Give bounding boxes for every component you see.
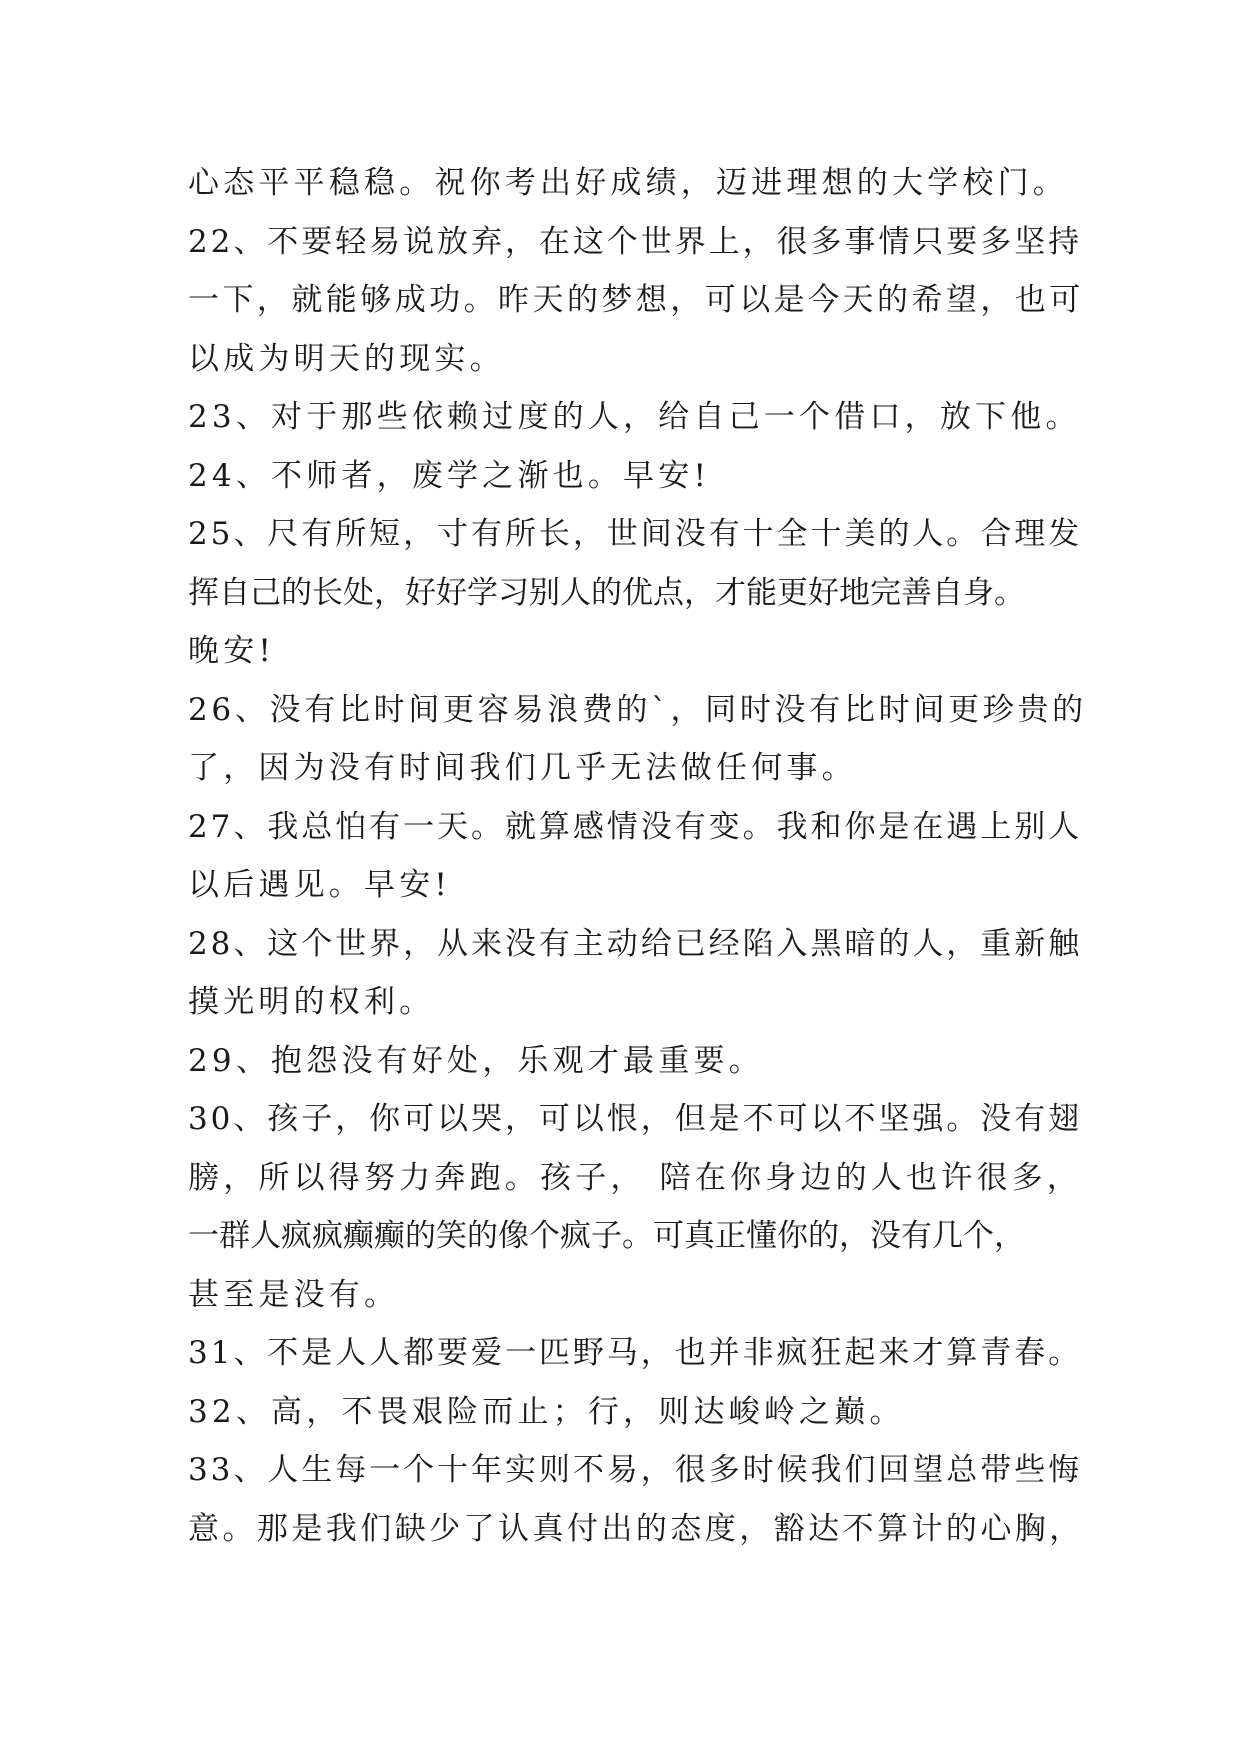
text-line-15: 摸光明的权利。 — [188, 984, 435, 1020]
text-line-5: 23、对于那些依赖过度的人，给自己一个借口，放下他。 — [188, 399, 1081, 435]
text-line-19: 一群人疯疯癫癫的笑的像个疯子。可真正懂你的，没有几个， — [188, 1218, 1025, 1254]
text-line-8: 挥自己的长处，好好学习别人的优点，才能更好地完善自身。 — [188, 574, 1025, 611]
text-line-2: 22、不要轻易说放弃，在这个世界上，很多事情只要多坚持 — [188, 223, 1083, 260]
text-line-12: 27、我总怕有一天。就算感情没有变。我和你是在遇上别人 — [188, 808, 1083, 845]
text-line-7: 25、尺有所短，寸有所长，世间没有十全十美的人。合理发 — [188, 516, 1083, 552]
text-line-10: 26、没有比时间更容易浪费的`，同时没有比时间更珍贵的 — [188, 691, 1087, 728]
text-line-23: 33、人生每一个十年实则不易，很多时候我们回望总带些悔 — [188, 1452, 1083, 1488]
text-line-24: 意。那是我们缺少了认真付出的态度，豁达不算计的心胸， — [188, 1510, 1084, 1547]
text-line-13: 以后遇见。早安! — [188, 867, 452, 903]
text-line-21: 31、不是人人都要爱一匹野马，也并非疯狂起来才算青春。 — [188, 1335, 1083, 1371]
text-line-18: 膀，所以得努力奔跑。孩子， 陪在你身边的人也许很多， — [188, 1159, 1083, 1196]
text-line-20: 甚至是没有。 — [188, 1276, 400, 1313]
text-line-4: 以成为明天的现实。 — [188, 340, 505, 377]
text-line-6: 24、不师者，废学之渐也。早安! — [188, 457, 711, 494]
text-line-1: 心态平平稳稳。祝你考出好成绩，迈进理想的大学校门。 — [188, 165, 1068, 201]
text-line-17: 30、孩子，你可以哭，可以恨，但是不可以不坚强。没有翅 — [188, 1101, 1083, 1137]
text-line-9: 晚安! — [188, 633, 276, 669]
text-line-16: 29、抱怨没有好处，乐观才最重要。 — [188, 1042, 764, 1079]
body-text — [188, 154, 1088, 1558]
text-line-14: 28、这个世界，从来没有主动给已经陷入黑暗的人，重新触 — [188, 925, 1083, 962]
text-line-3: 一下，就能够成功。昨天的梦想，可以是今天的希望，也可 — [188, 282, 1084, 318]
text-line-22: 32、高，不畏艰险而止；行，则达峻岭之巅。 — [188, 1393, 905, 1430]
text-line-11: 了，因为没有时间我们几乎无法做任何事。 — [188, 750, 857, 786]
